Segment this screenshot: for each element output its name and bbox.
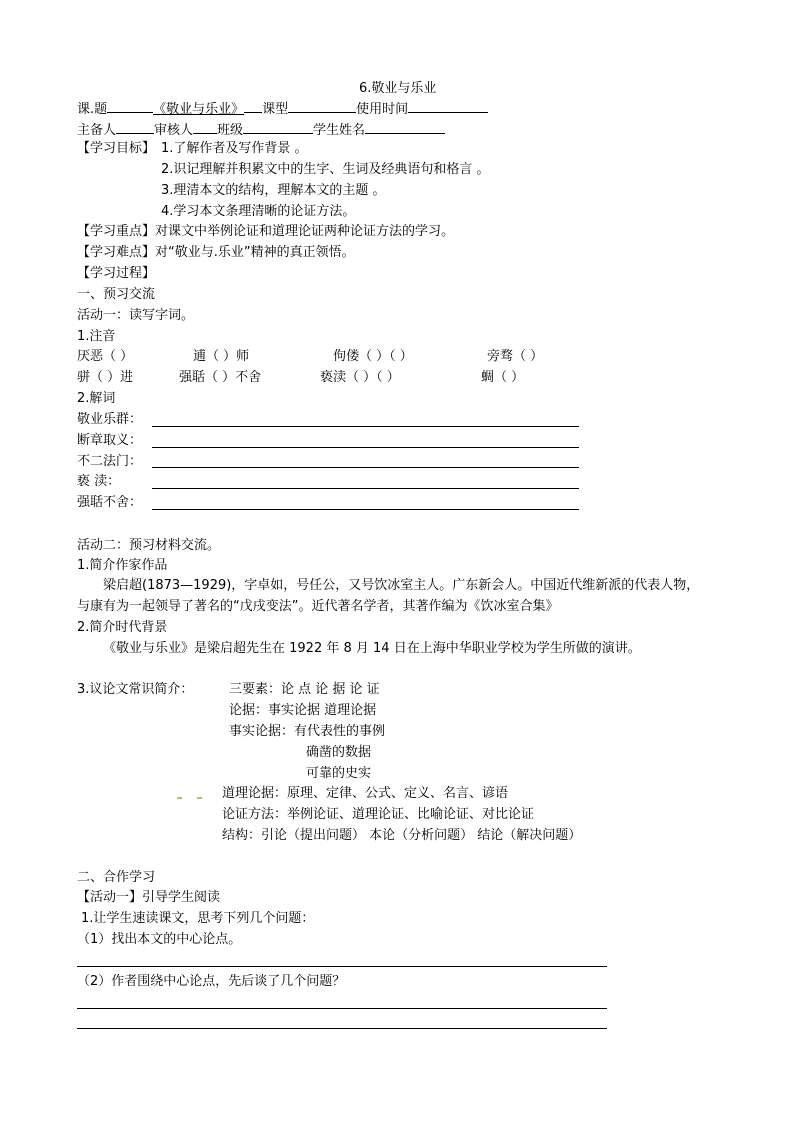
- header-row-2: [77, 121, 445, 139]
- objective-item: 4.学习本文条理清晰的论证方法。: [161, 204, 356, 219]
- vocab-term: 不二法门：: [77, 454, 143, 469]
- vocab-term: 断章取义：: [77, 433, 143, 448]
- instruction: 1.让学生速读课文，思考下列几个问题：: [81, 911, 315, 926]
- reviewer-label: 审核人: [154, 123, 194, 138]
- argument-title: 3.议论文常识简介：: [77, 682, 194, 697]
- activity1: 活动一：读写字词。: [77, 308, 195, 323]
- key-point-label: 【学习重点】: [77, 224, 156, 239]
- phonetic-item: 旁骛（ ）: [487, 349, 544, 364]
- argument-line: 道理论据：原理、定律、公式、定义、名言、谚语: [222, 786, 509, 801]
- key-point-text: 对课文中举例论证和道理论证两种论证方法的学习。: [155, 224, 455, 239]
- section2-title: 二、合作学习: [77, 870, 156, 885]
- process-label: 【学习过程】: [77, 266, 156, 281]
- topic-value: 《敬业与乐业》: [153, 102, 245, 117]
- question-1: （1）找出本文的中心论点。: [77, 932, 242, 947]
- topic-label: 课.题: [77, 102, 108, 117]
- objective-item: 2.识记理解并积累文中的生字、生词及经典语句和格言 。: [161, 162, 490, 177]
- argument-line: 论证方法：举例论证、道理论证、比喻论证、对比论证: [222, 807, 535, 822]
- page-title: 6.敬业与乐业: [359, 81, 437, 96]
- phonetic-item: 蜩（ ）: [481, 370, 525, 385]
- class-label: 班级: [217, 123, 244, 138]
- argument-line: 可靠的史实: [306, 766, 372, 781]
- header-row-1: [77, 100, 488, 118]
- phonetic-item: 亵渎（ ）（ ）: [320, 370, 400, 385]
- key-point: [77, 224, 454, 240]
- author-text: 与康有为一起领导了著名的“戊戌变法”。近代著名学者，其著作编为《饮冰室合集》: [77, 599, 559, 614]
- author-title: 1.简介作家作品: [77, 558, 168, 573]
- answer-line: [152, 447, 579, 448]
- phonetic-item: 佝偻（ ）（ ）: [333, 349, 413, 364]
- section2-activity-text: 引导学生阅读: [142, 890, 221, 905]
- argument-line: 结构：引论（提出问题） 本论（分析问题） 结论（解决问题）: [222, 828, 582, 843]
- phonetic-title: 1.注音: [77, 329, 116, 344]
- section2-activity: [77, 890, 220, 906]
- answer-line: [152, 488, 579, 489]
- vocab-term: 强聒不舍：: [77, 495, 143, 510]
- student-label: 学生姓名: [313, 123, 366, 138]
- vocab-title: 2.解词: [77, 391, 116, 406]
- phonetic-item: 骈（ ）进: [77, 370, 134, 385]
- answer-line: [152, 426, 579, 427]
- section2-activity-label: 【活动一】: [77, 890, 143, 905]
- phonetic-item: 逋（ ）师: [193, 349, 250, 364]
- author-text: 梁启超(1873—1929)，字卓如，号任公，又号饮冰室主人。广东新会人。中国近代维新派的代表人物，: [103, 578, 700, 593]
- difficulty: [77, 245, 355, 261]
- decorative-dot: [177, 797, 182, 799]
- activity2: 活动二：预习材料交流。: [77, 538, 221, 553]
- use-time-label: 使用时间: [356, 102, 409, 117]
- argument-line: 确凿的数据: [306, 745, 372, 760]
- section1-title: 一、预习交流: [77, 287, 156, 302]
- objective-item: 3.理清本文的结构，理解本文的主题 。: [161, 183, 386, 198]
- difficulty-text: 对“敬业与.乐业”精神的真正领悟。: [155, 245, 355, 260]
- answer-line: [152, 467, 579, 468]
- argument-line: 论据：事实论据 道理论据: [229, 703, 377, 718]
- vocab-term: 亵 渎：: [77, 474, 121, 489]
- phonetic-item: 强聒（ ）不舍: [179, 370, 262, 385]
- answer-line: [77, 1008, 607, 1009]
- preparer-label: 主备人: [77, 123, 117, 138]
- vocab-term: 敬业乐群：: [77, 412, 143, 427]
- objectives-label: 【学习目标】: [77, 141, 156, 156]
- difficulty-label: 【学习难点】: [77, 245, 156, 260]
- answer-line: [152, 509, 579, 510]
- argument-line: 三要素：论 点 论 据 论 证: [229, 682, 380, 697]
- answer-line: [77, 1028, 607, 1029]
- argument-line: 事实论据：有代表性的事例: [229, 724, 386, 739]
- decorative-dot: [197, 797, 202, 799]
- answer-line: [77, 966, 607, 967]
- question-2: （2）作者围绕中心论点，先后谈了几个问题？: [77, 974, 346, 989]
- background-text: 《敬业与乐业》是梁启超先生在 1922 年 8 月 14 日在上海中华职业学校为学生所做的演讲。: [103, 641, 641, 656]
- phonetic-item: 厌恶（ ）: [77, 349, 134, 364]
- objective-item: 1.了解作者及写作背景 。: [161, 141, 308, 156]
- background-title: 2.简介时代背景: [77, 620, 168, 635]
- lesson-type-label: 课型: [262, 102, 289, 117]
